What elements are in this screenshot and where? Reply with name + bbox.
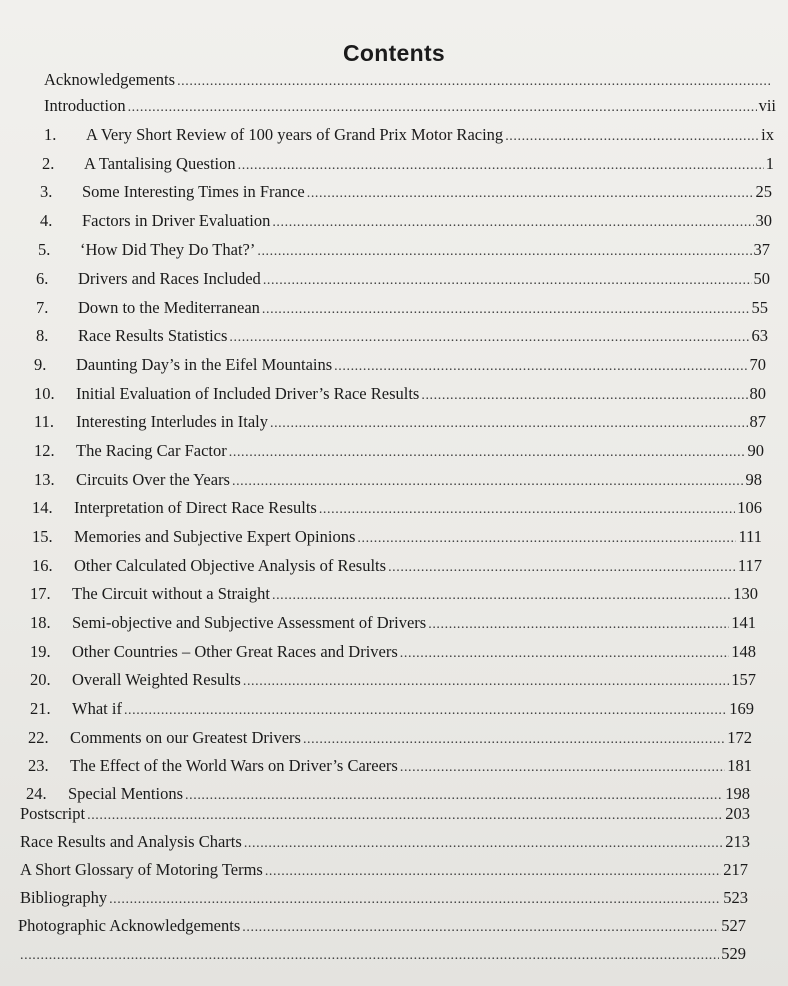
toc-entry-title: Overall Weighted Results [72,670,241,689]
toc-entry-number: 15. [32,527,53,546]
toc-entry-title: A Tantalising Question [84,154,236,173]
toc-entry [34,382,766,406]
toc-entry-title: Semi-objective and Subjective Assessment of Drivers [72,613,427,632]
toc-entry-page-number: 98 [745,470,762,489]
page-title: Contents [342,40,446,66]
toc-entry-title: Drivers and Races Included [78,269,261,288]
toc-entry [32,554,762,578]
dot-leader [307,182,754,206]
toc-entry-title: Postscript [20,804,86,823]
dot-leader [238,154,764,178]
toc-entry [20,802,750,826]
toc-entry-page-number: vii [758,96,776,115]
dot-leader [272,211,753,235]
dot-leader [400,756,725,780]
toc-entry-title: The Effect of the World Wars on Driver’s Careers [70,756,398,775]
toc-entry [18,942,746,966]
toc-entry-title: Comments on our Greatest Drivers [70,728,301,747]
toc-entry-title: Introduction [44,96,126,115]
toc-entry-page-number: 169 [729,699,754,718]
dot-leader [319,498,735,522]
toc-entry-number: 17. [30,584,51,603]
toc-entry-title: Race Results Statistics [78,326,228,345]
toc-entry-title: Some Interesting Times in France [82,182,305,201]
dot-leader [20,944,719,968]
toc-entry [20,858,748,882]
toc-entry-page-number: 106 [737,498,762,517]
toc-entry-page-number: 157 [731,670,756,689]
toc-entry-number: 11. [34,412,55,431]
dot-leader [505,125,759,149]
dot-leader [334,355,747,379]
toc-entry-number: 23. [28,756,49,775]
toc-entry-number: 5. [38,240,51,259]
dot-leader [229,326,749,350]
dot-leader [242,916,719,940]
toc-entry-number: 13. [34,470,55,489]
toc-entry-title: Bibliography [20,888,108,907]
dot-leader [265,860,721,884]
dot-leader [243,670,729,694]
toc-entry-page-number: 130 [733,584,758,603]
toc-entry-title: A Short Glossary of Motoring Terms [20,860,263,879]
toc-entry-title: Special Mentions [68,784,184,803]
toc-entry [38,238,770,262]
toc-entry-page-number: 111 [738,527,762,546]
toc-entry-number: 14. [32,498,53,517]
toc-entry [40,209,772,233]
toc-entry [34,468,762,492]
toc-entry-page-number: 527 [721,916,746,935]
dot-leader [257,240,751,264]
toc-entry-number: 6. [36,269,49,288]
toc-entry [44,123,774,147]
toc-entry-page-number: 203 [725,804,750,823]
toc-entry-page-number: 87 [749,412,766,431]
toc-entry-page-number: 37 [753,240,770,259]
toc-entry-title: Interpretation of Direct Race Results [74,498,317,517]
toc-entry-page-number: 117 [737,556,762,575]
toc-entry [34,353,766,377]
dot-leader [272,584,731,608]
dot-leader [428,613,729,637]
toc-entry-page-number: 1 [765,154,774,173]
toc-entry-number: 1. [44,125,57,144]
toc-entry-number: 20. [30,670,51,689]
toc-entry-page-number: 181 [727,756,752,775]
toc-entry [20,830,750,854]
toc-entry-page-number: 63 [751,326,768,345]
dot-leader [303,728,725,752]
toc-entry-number: 3. [40,182,53,201]
toc-entry-page-number: 141 [731,613,756,632]
toc-entry-number: 4. [40,211,53,230]
toc-entry-page-number: 213 [725,832,750,851]
toc-entry [30,640,756,664]
toc-entry-page-number: 25 [755,182,772,201]
dot-leader [229,441,746,465]
toc-entry-title: Other Countries – Other Great Races and Drivers [72,642,398,661]
toc-entry [28,726,752,750]
toc-entry-title: What if [72,699,122,718]
toc-entry-number: 16. [32,556,53,575]
toc-entry [28,754,752,778]
toc-entry-title: Memories and Subjective Expert Opinions [74,527,356,546]
toc-entry-title: The Circuit without a Straight [72,584,270,603]
toc-entry [32,525,762,549]
toc-entry-title: Initial Evaluation of Included Driver’s Race Results [76,384,420,403]
toc-entry-title: Interesting Interludes in Italy [76,412,268,431]
toc-entry [42,152,774,176]
toc-entry-page-number: 172 [727,728,752,747]
toc-entry-page-number: 50 [753,269,770,288]
toc-entry [32,496,762,520]
toc-entry [44,68,772,92]
toc-entry-title: Circuits Over the Years [76,470,230,489]
toc-entry-page-number: 529 [721,944,746,963]
dot-leader [177,70,770,94]
toc-entry [40,180,772,204]
toc-entry-title: Race Results and Analysis Charts [20,832,242,851]
toc-entry-number: 24. [26,784,47,803]
toc-entry [30,582,758,606]
toc-entry-title: Factors in Driver Evaluation [82,211,271,230]
dot-leader [263,269,752,293]
toc-entry [36,267,770,291]
toc-entry-page-number: 523 [723,888,748,907]
dot-leader [270,412,748,436]
dot-leader [87,804,723,828]
toc-entry [30,611,756,635]
dot-leader [232,470,744,494]
toc-entry-title: Daunting Day’s in the Eifel Mountains [76,355,333,374]
toc-entry [34,410,766,434]
toc-entry-title: Photographic Acknowledgements [18,916,241,935]
toc-entry [30,697,754,721]
toc-entry-page-number: 55 [751,298,768,317]
toc-entry [34,439,764,463]
dot-leader [388,556,736,580]
toc-entry-number: 8. [36,326,49,345]
toc-entry-page-number: 30 [755,211,772,230]
toc-entry-page-number: ix [761,125,774,144]
toc-entry [30,668,756,692]
dot-leader [421,384,747,408]
toc-entry-number: 18. [30,613,51,632]
toc-entry-title: Down to the Mediterranean [78,298,260,317]
toc-entry-page-number: 80 [749,384,766,403]
toc-entry-number: 10. [34,384,55,403]
toc-entry-number: 9. [34,355,47,374]
toc-entry-page-number: 70 [749,355,766,374]
toc-entry [20,886,748,910]
toc-entry-number: 2. [42,154,55,173]
toc-entry-page-number: 217 [723,860,748,879]
toc-entry-number: 22. [28,728,49,747]
toc-entry [44,94,776,118]
toc-entry [18,914,746,938]
dot-leader [357,527,736,551]
toc-entry-page-number: 198 [725,784,750,803]
toc-entry-title: A Very Short Review of 100 years of Grand Prix Motor Racing [86,125,504,144]
toc-entry-number: 7. [36,298,49,317]
toc-entry-title: The Racing Car Factor [76,441,227,460]
toc-entry-title: Other Calculated Objective Analysis of Results [74,556,387,575]
toc-entry-page-number: 90 [747,441,764,460]
toc-entry-title: ‘How Did They Do That?’ [80,240,256,259]
dot-leader [128,96,757,120]
dot-leader [124,699,727,723]
toc-entry [36,296,768,320]
dot-leader [109,888,721,912]
dot-leader [400,642,729,666]
dot-leader [244,832,723,856]
dot-leader [262,298,750,322]
toc-entry-number: 12. [34,441,55,460]
toc-entry-number: 19. [30,642,51,661]
toc-entry-page-number: 148 [731,642,756,661]
toc-entry [36,324,768,348]
toc-entry-title: Acknowledgements [44,70,176,89]
toc-entry-number: 21. [30,699,51,718]
